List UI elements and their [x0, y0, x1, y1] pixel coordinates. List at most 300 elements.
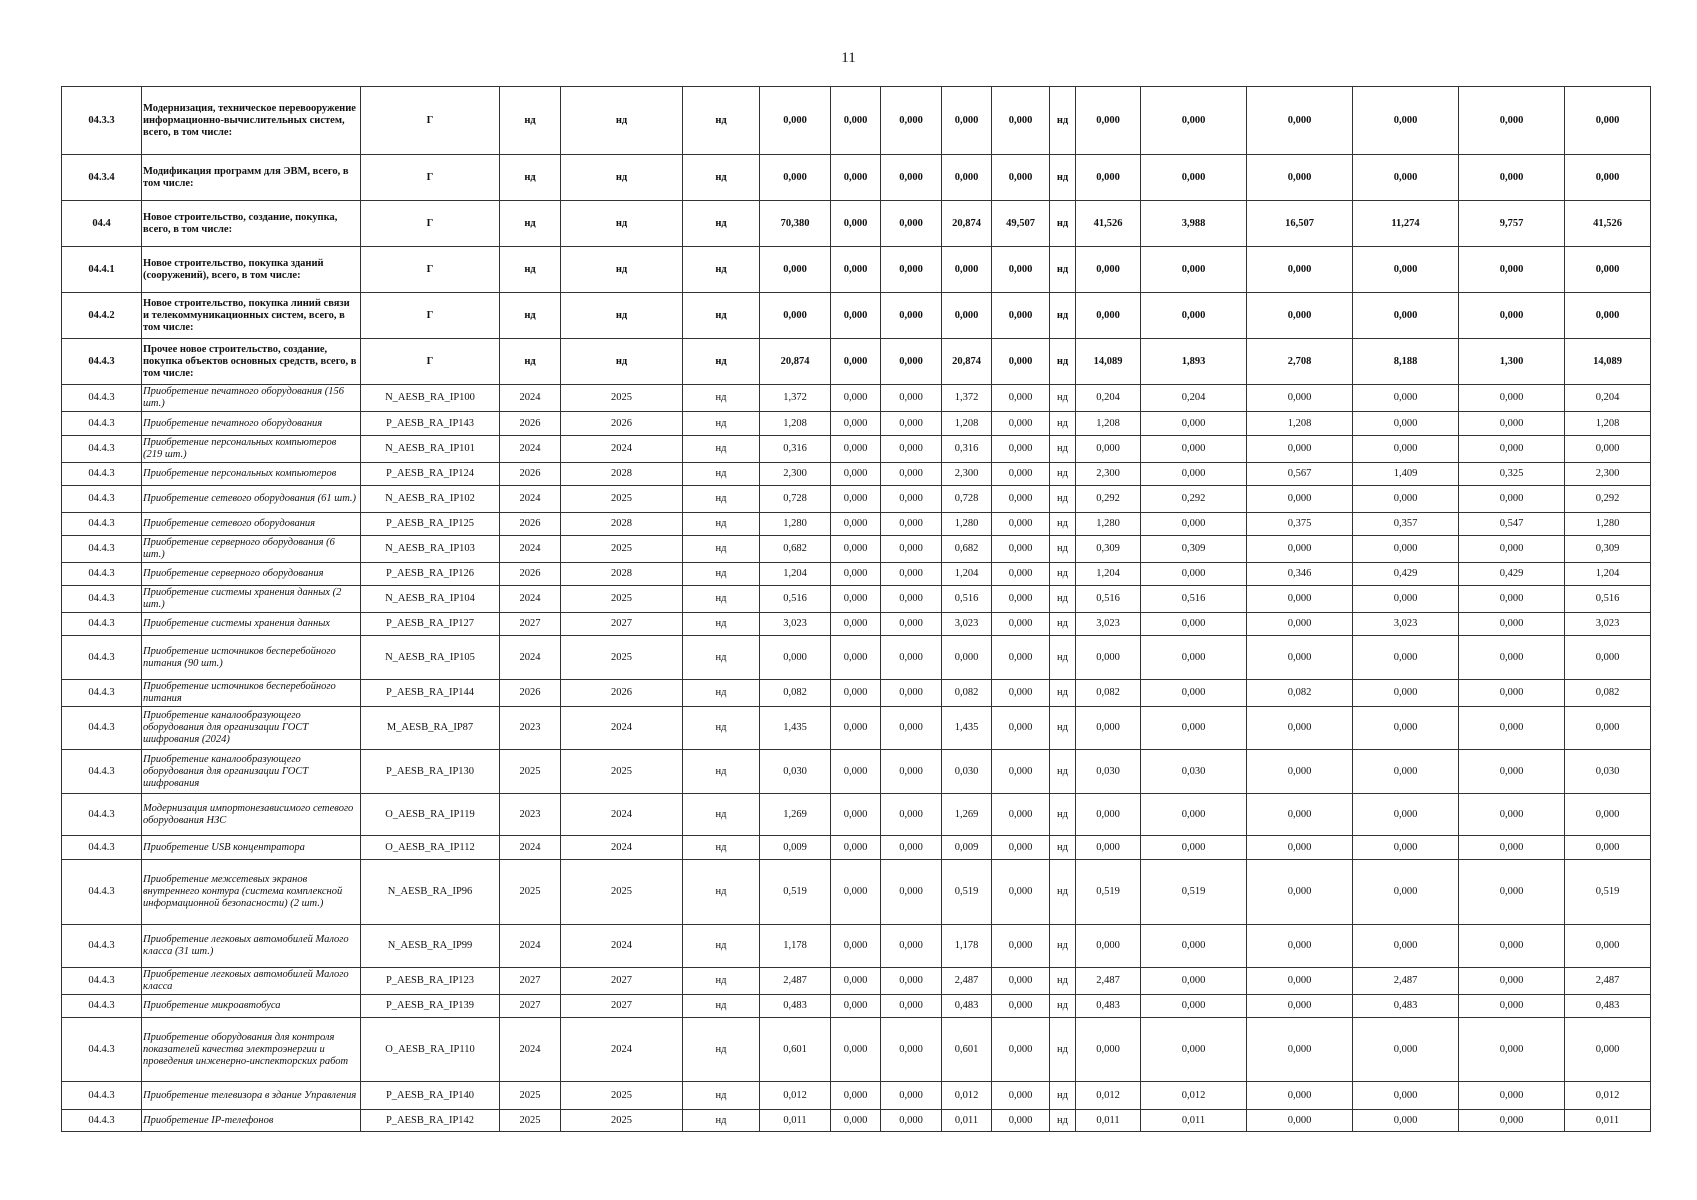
cell-value-9: 0,000	[1141, 794, 1247, 836]
cell-value-4: 0,000	[881, 563, 942, 586]
cell-value-10: 0,000	[1247, 1082, 1353, 1110]
cell-value-3: 0,000	[831, 155, 881, 201]
cell-value-1: нд	[683, 201, 760, 247]
cell-project-id: Г	[361, 247, 500, 293]
cell-value-10: 0,000	[1247, 247, 1353, 293]
cell-value-9: 0,000	[1141, 680, 1247, 707]
cell-end-year: 2025	[561, 486, 683, 513]
cell-value-12: 0,000	[1459, 1110, 1565, 1132]
cell-value-2: 0,728	[760, 486, 831, 513]
cell-value-8: 0,000	[1076, 436, 1141, 463]
cell-value-5: 20,874	[942, 201, 992, 247]
cell-value-4: 0,000	[881, 87, 942, 155]
cell-value-2: 70,380	[760, 201, 831, 247]
cell-value-2: 0,000	[760, 636, 831, 680]
cell-value-9: 0,000	[1141, 463, 1247, 486]
cell-value-3: 0,000	[831, 463, 881, 486]
cell-end-year: нд	[561, 87, 683, 155]
cell-value-13: 0,292	[1565, 486, 1651, 513]
cell-value-1: нд	[683, 1018, 760, 1082]
cell-value-5: 0,316	[942, 436, 992, 463]
cell-value-6: 0,000	[992, 925, 1050, 968]
cell-value-8: 1,204	[1076, 563, 1141, 586]
cell-project-id: Г	[361, 155, 500, 201]
cell-value-10: 0,000	[1247, 968, 1353, 995]
cell-value-7: нд	[1050, 436, 1076, 463]
cell-value-13: 3,023	[1565, 613, 1651, 636]
cell-value-13: 0,000	[1565, 707, 1651, 750]
cell-value-3: 0,000	[831, 385, 881, 412]
cell-value-6: 0,000	[992, 1018, 1050, 1082]
cell-row-code: 04.4.3	[62, 486, 142, 513]
cell-value-12: 9,757	[1459, 201, 1565, 247]
cell-value-11: 0,000	[1353, 836, 1459, 860]
cell-value-10: 0,000	[1247, 636, 1353, 680]
table-row	[62, 613, 1651, 636]
cell-item-name: Приобретение легковых автомобилей Малого класса (31 шт.)	[142, 925, 361, 968]
cell-value-1: нд	[683, 968, 760, 995]
cell-value-12: 0,000	[1459, 155, 1565, 201]
cell-value-8: 2,300	[1076, 463, 1141, 486]
cell-value-4: 0,000	[881, 339, 942, 385]
cell-item-name: Новое строительство, создание, покупка, всего, в том числе:	[142, 201, 361, 247]
cell-value-9: 0,030	[1141, 750, 1247, 794]
cell-value-12: 0,000	[1459, 87, 1565, 155]
cell-value-7: нд	[1050, 968, 1076, 995]
cell-value-10: 2,708	[1247, 339, 1353, 385]
cell-row-code: 04.4.1	[62, 247, 142, 293]
cell-value-7: нд	[1050, 486, 1076, 513]
cell-value-13: 14,089	[1565, 339, 1651, 385]
table-row	[62, 436, 1651, 463]
cell-value-7: нд	[1050, 836, 1076, 860]
cell-value-11: 0,000	[1353, 680, 1459, 707]
cell-value-1: нд	[683, 563, 760, 586]
cell-value-2: 0,682	[760, 536, 831, 563]
cell-project-id: N_AESB_RA_IP105	[361, 636, 500, 680]
cell-value-6: 0,000	[992, 586, 1050, 613]
cell-value-11: 1,409	[1353, 463, 1459, 486]
cell-row-code: 04.4.3	[62, 925, 142, 968]
table-row	[62, 486, 1651, 513]
cell-row-code: 04.4.3	[62, 536, 142, 563]
cell-row-code: 04.4.3	[62, 563, 142, 586]
cell-value-9: 0,000	[1141, 995, 1247, 1018]
cell-end-year: нд	[561, 247, 683, 293]
cell-item-name: Приобретение печатного оборудования (156 шт.)	[142, 385, 361, 412]
cell-value-8: 0,309	[1076, 536, 1141, 563]
cell-value-11: 0,429	[1353, 563, 1459, 586]
cell-value-10: 0,000	[1247, 1110, 1353, 1132]
table-row	[62, 293, 1651, 339]
cell-value-6: 0,000	[992, 339, 1050, 385]
cell-value-10: 0,000	[1247, 707, 1353, 750]
cell-value-5: 0,682	[942, 536, 992, 563]
cell-value-3: 0,000	[831, 995, 881, 1018]
cell-project-id: P_AESB_RA_IP143	[361, 412, 500, 436]
cell-start-year: 2025	[500, 1082, 561, 1110]
cell-value-2: 0,316	[760, 436, 831, 463]
cell-value-2: 0,030	[760, 750, 831, 794]
cell-value-10: 16,507	[1247, 201, 1353, 247]
cell-row-code: 04.4.3	[62, 463, 142, 486]
cell-value-11: 0,000	[1353, 385, 1459, 412]
cell-value-11: 0,000	[1353, 750, 1459, 794]
cell-item-name: Приобретение IP-телефонов	[142, 1110, 361, 1132]
cell-value-3: 0,000	[831, 1018, 881, 1082]
cell-value-13: 0,519	[1565, 860, 1651, 925]
cell-value-13: 0,000	[1565, 293, 1651, 339]
cell-value-11: 11,274	[1353, 201, 1459, 247]
cell-value-1: нд	[683, 463, 760, 486]
cell-value-9: 0,204	[1141, 385, 1247, 412]
cell-value-1: нд	[683, 536, 760, 563]
cell-row-code: 04.4.3	[62, 1110, 142, 1132]
cell-value-7: нд	[1050, 513, 1076, 536]
cell-value-11: 0,000	[1353, 412, 1459, 436]
cell-value-3: 0,000	[831, 1082, 881, 1110]
cell-value-2: 2,300	[760, 463, 831, 486]
cell-item-name: Приобретение телевизора в здание Управления	[142, 1082, 361, 1110]
cell-end-year: 2026	[561, 680, 683, 707]
cell-value-7: нд	[1050, 750, 1076, 794]
cell-value-8: 0,204	[1076, 385, 1141, 412]
cell-value-1: нд	[683, 586, 760, 613]
cell-value-6: 0,000	[992, 412, 1050, 436]
cell-value-1: нд	[683, 412, 760, 436]
cell-start-year: 2026	[500, 412, 561, 436]
cell-value-8: 0,000	[1076, 247, 1141, 293]
cell-value-11: 0,000	[1353, 155, 1459, 201]
cell-row-code: 04.4.3	[62, 412, 142, 436]
cell-row-code: 04.3.4	[62, 155, 142, 201]
table-row	[62, 680, 1651, 707]
cell-value-5: 0,000	[942, 247, 992, 293]
cell-value-7: нд	[1050, 563, 1076, 586]
cell-value-9: 0,000	[1141, 412, 1247, 436]
cell-value-4: 0,000	[881, 463, 942, 486]
cell-value-9: 3,988	[1141, 201, 1247, 247]
cell-item-name: Новое строительство, покупка зданий (сооружений), всего, в том числе:	[142, 247, 361, 293]
cell-project-id: O_AESB_RA_IP110	[361, 1018, 500, 1082]
cell-value-1: нд	[683, 995, 760, 1018]
cell-value-5: 0,601	[942, 1018, 992, 1082]
cell-item-name: Приобретение источников бесперебойного питания (90 шт.)	[142, 636, 361, 680]
cell-value-2: 1,208	[760, 412, 831, 436]
cell-value-1: нд	[683, 860, 760, 925]
cell-value-5: 1,372	[942, 385, 992, 412]
table-row	[62, 412, 1651, 436]
cell-value-4: 0,000	[881, 680, 942, 707]
cell-value-12: 0,000	[1459, 995, 1565, 1018]
cell-value-4: 0,000	[881, 1110, 942, 1132]
cell-value-5: 0,012	[942, 1082, 992, 1110]
cell-value-9: 0,519	[1141, 860, 1247, 925]
cell-end-year: 2028	[561, 513, 683, 536]
table-row	[62, 385, 1651, 412]
cell-value-10: 0,000	[1247, 925, 1353, 968]
cell-value-5: 0,009	[942, 836, 992, 860]
cell-value-8: 3,023	[1076, 613, 1141, 636]
cell-value-2: 0,519	[760, 860, 831, 925]
cell-value-8: 0,000	[1076, 87, 1141, 155]
cell-value-3: 0,000	[831, 680, 881, 707]
cell-row-code: 04.4.3	[62, 339, 142, 385]
cell-value-13: 0,000	[1565, 1018, 1651, 1082]
cell-value-11: 0,000	[1353, 486, 1459, 513]
cell-project-id: P_AESB_RA_IP142	[361, 1110, 500, 1132]
table-row	[62, 247, 1651, 293]
cell-value-5: 1,280	[942, 513, 992, 536]
cell-value-11: 0,000	[1353, 636, 1459, 680]
cell-value-13: 0,012	[1565, 1082, 1651, 1110]
cell-row-code: 04.4.3	[62, 385, 142, 412]
cell-value-12: 1,300	[1459, 339, 1565, 385]
cell-item-name: Приобретение серверного оборудования	[142, 563, 361, 586]
cell-value-1: нд	[683, 385, 760, 412]
cell-value-7: нд	[1050, 1110, 1076, 1132]
cell-value-8: 0,082	[1076, 680, 1141, 707]
cell-value-6: 0,000	[992, 436, 1050, 463]
cell-value-3: 0,000	[831, 1110, 881, 1132]
cell-value-12: 0,000	[1459, 636, 1565, 680]
cell-value-12: 0,000	[1459, 613, 1565, 636]
table-row	[62, 1082, 1651, 1110]
table-row	[62, 636, 1651, 680]
cell-value-13: 0,000	[1565, 836, 1651, 860]
cell-value-11: 3,023	[1353, 613, 1459, 636]
cell-value-6: 49,507	[992, 201, 1050, 247]
cell-row-code: 04.4.3	[62, 750, 142, 794]
cell-value-2: 1,204	[760, 563, 831, 586]
cell-start-year: 2024	[500, 925, 561, 968]
cell-item-name: Приобретение USB концентратора	[142, 836, 361, 860]
cell-value-7: нд	[1050, 707, 1076, 750]
cell-value-5: 2,487	[942, 968, 992, 995]
cell-value-5: 0,728	[942, 486, 992, 513]
cell-value-6: 0,000	[992, 750, 1050, 794]
cell-value-9: 0,012	[1141, 1082, 1247, 1110]
cell-start-year: 2024	[500, 536, 561, 563]
cell-value-9: 0,000	[1141, 613, 1247, 636]
cell-project-id: N_AESB_RA_IP100	[361, 385, 500, 412]
cell-value-9: 0,000	[1141, 925, 1247, 968]
cell-value-9: 0,000	[1141, 436, 1247, 463]
cell-value-10: 0,000	[1247, 155, 1353, 201]
cell-value-3: 0,000	[831, 436, 881, 463]
cell-item-name: Приобретение серверного оборудования (6 шт.)	[142, 536, 361, 563]
cell-value-8: 0,030	[1076, 750, 1141, 794]
cell-value-3: 0,000	[831, 586, 881, 613]
cell-start-year: 2023	[500, 707, 561, 750]
cell-end-year: нд	[561, 155, 683, 201]
cell-value-5: 0,516	[942, 586, 992, 613]
cell-value-1: нд	[683, 750, 760, 794]
cell-value-13: 0,000	[1565, 794, 1651, 836]
cell-value-13: 1,204	[1565, 563, 1651, 586]
cell-start-year: 2024	[500, 436, 561, 463]
investment-program-table	[61, 86, 1651, 1132]
cell-row-code: 04.4.2	[62, 293, 142, 339]
cell-value-1: нд	[683, 436, 760, 463]
cell-value-7: нд	[1050, 247, 1076, 293]
cell-value-3: 0,000	[831, 536, 881, 563]
cell-value-5: 0,000	[942, 87, 992, 155]
cell-value-13: 0,000	[1565, 155, 1651, 201]
cell-value-2: 0,009	[760, 836, 831, 860]
cell-value-1: нд	[683, 87, 760, 155]
cell-value-2: 1,435	[760, 707, 831, 750]
cell-row-code: 04.4.3	[62, 680, 142, 707]
cell-value-4: 0,000	[881, 513, 942, 536]
cell-value-12: 0,000	[1459, 1082, 1565, 1110]
cell-end-year: 2025	[561, 385, 683, 412]
cell-value-3: 0,000	[831, 860, 881, 925]
table-row	[62, 87, 1651, 155]
cell-value-5: 2,300	[942, 463, 992, 486]
cell-value-2: 1,269	[760, 794, 831, 836]
cell-value-11: 0,000	[1353, 293, 1459, 339]
table-row	[62, 995, 1651, 1018]
cell-end-year: 2027	[561, 968, 683, 995]
cell-value-13: 0,000	[1565, 636, 1651, 680]
cell-value-5: 1,208	[942, 412, 992, 436]
cell-project-id: P_AESB_RA_IP125	[361, 513, 500, 536]
cell-value-9: 0,000	[1141, 1018, 1247, 1082]
cell-end-year: 2024	[561, 836, 683, 860]
cell-value-8: 0,000	[1076, 293, 1141, 339]
cell-item-name: Приобретение источников бесперебойного питания	[142, 680, 361, 707]
cell-value-10: 0,000	[1247, 860, 1353, 925]
cell-value-8: 0,000	[1076, 707, 1141, 750]
cell-value-5: 3,023	[942, 613, 992, 636]
cell-project-id: N_AESB_RA_IP102	[361, 486, 500, 513]
cell-value-13: 0,309	[1565, 536, 1651, 563]
cell-row-code: 04.4.3	[62, 968, 142, 995]
cell-value-7: нд	[1050, 412, 1076, 436]
cell-value-8: 41,526	[1076, 201, 1141, 247]
cell-value-4: 0,000	[881, 968, 942, 995]
cell-start-year: нд	[500, 293, 561, 339]
cell-row-code: 04.4.3	[62, 707, 142, 750]
cell-value-6: 0,000	[992, 1110, 1050, 1132]
cell-project-id: Г	[361, 87, 500, 155]
cell-end-year: 2028	[561, 563, 683, 586]
cell-item-name: Приобретение персональных компьютеров	[142, 463, 361, 486]
cell-start-year: 2025	[500, 1110, 561, 1132]
cell-end-year: 2026	[561, 412, 683, 436]
cell-value-12: 0,000	[1459, 836, 1565, 860]
cell-row-code: 04.4.3	[62, 636, 142, 680]
cell-start-year: 2024	[500, 836, 561, 860]
cell-value-4: 0,000	[881, 536, 942, 563]
cell-value-4: 0,000	[881, 412, 942, 436]
cell-value-6: 0,000	[992, 613, 1050, 636]
cell-value-9: 0,000	[1141, 636, 1247, 680]
cell-value-9: 0,000	[1141, 247, 1247, 293]
cell-row-code: 04.4.3	[62, 995, 142, 1018]
cell-start-year: нд	[500, 155, 561, 201]
cell-value-4: 0,000	[881, 155, 942, 201]
cell-value-8: 1,208	[1076, 412, 1141, 436]
cell-value-11: 0,000	[1353, 247, 1459, 293]
cell-value-3: 0,000	[831, 412, 881, 436]
cell-start-year: нд	[500, 339, 561, 385]
cell-value-2: 0,012	[760, 1082, 831, 1110]
cell-value-13: 0,000	[1565, 87, 1651, 155]
cell-value-5: 0,519	[942, 860, 992, 925]
cell-value-7: нд	[1050, 586, 1076, 613]
cell-value-12: 0,000	[1459, 707, 1565, 750]
cell-value-10: 1,208	[1247, 412, 1353, 436]
cell-value-4: 0,000	[881, 925, 942, 968]
cell-item-name: Приобретение сетевого оборудования (61 шт.)	[142, 486, 361, 513]
cell-value-1: нд	[683, 1082, 760, 1110]
cell-project-id: P_AESB_RA_IP130	[361, 750, 500, 794]
cell-value-2: 0,000	[760, 293, 831, 339]
cell-value-13: 0,011	[1565, 1110, 1651, 1132]
cell-value-7: нд	[1050, 385, 1076, 412]
cell-start-year: 2024	[500, 586, 561, 613]
cell-value-13: 0,483	[1565, 995, 1651, 1018]
cell-value-5: 1,269	[942, 794, 992, 836]
cell-value-5: 1,435	[942, 707, 992, 750]
cell-value-7: нд	[1050, 680, 1076, 707]
cell-value-9: 1,893	[1141, 339, 1247, 385]
cell-start-year: 2023	[500, 794, 561, 836]
cell-value-1: нд	[683, 794, 760, 836]
cell-row-code: 04.4.3	[62, 436, 142, 463]
table-body	[62, 87, 1651, 1132]
cell-value-13: 0,000	[1565, 247, 1651, 293]
cell-value-2: 0,601	[760, 1018, 831, 1082]
table-row	[62, 1110, 1651, 1132]
cell-value-5: 0,000	[942, 636, 992, 680]
cell-project-id: P_AESB_RA_IP126	[361, 563, 500, 586]
cell-value-1: нд	[683, 155, 760, 201]
cell-end-year: 2024	[561, 1018, 683, 1082]
cell-value-1: нд	[683, 293, 760, 339]
cell-project-id: O_AESB_RA_IP119	[361, 794, 500, 836]
table-row	[62, 201, 1651, 247]
cell-end-year: 2025	[561, 860, 683, 925]
cell-value-1: нд	[683, 925, 760, 968]
cell-value-4: 0,000	[881, 201, 942, 247]
cell-value-10: 0,000	[1247, 750, 1353, 794]
cell-start-year: 2024	[500, 486, 561, 513]
cell-row-code: 04.4.3	[62, 613, 142, 636]
cell-value-5: 0,483	[942, 995, 992, 1018]
cell-item-name: Приобретение каналообразующего оборудования для организации ГОСТ шифрования	[142, 750, 361, 794]
cell-value-6: 0,000	[992, 563, 1050, 586]
table-row	[62, 968, 1651, 995]
cell-project-id: O_AESB_RA_IP112	[361, 836, 500, 860]
cell-value-11: 0,000	[1353, 1110, 1459, 1132]
cell-end-year: 2028	[561, 463, 683, 486]
cell-value-13: 41,526	[1565, 201, 1651, 247]
cell-row-code: 04.4.3	[62, 513, 142, 536]
cell-value-11: 0,000	[1353, 586, 1459, 613]
cell-value-6: 0,000	[992, 293, 1050, 339]
cell-start-year: 2024	[500, 385, 561, 412]
cell-value-4: 0,000	[881, 293, 942, 339]
cell-value-1: нд	[683, 636, 760, 680]
cell-value-2: 1,178	[760, 925, 831, 968]
cell-start-year: 2024	[500, 636, 561, 680]
cell-project-id: N_AESB_RA_IP104	[361, 586, 500, 613]
cell-value-5: 0,030	[942, 750, 992, 794]
cell-value-12: 0,000	[1459, 968, 1565, 995]
